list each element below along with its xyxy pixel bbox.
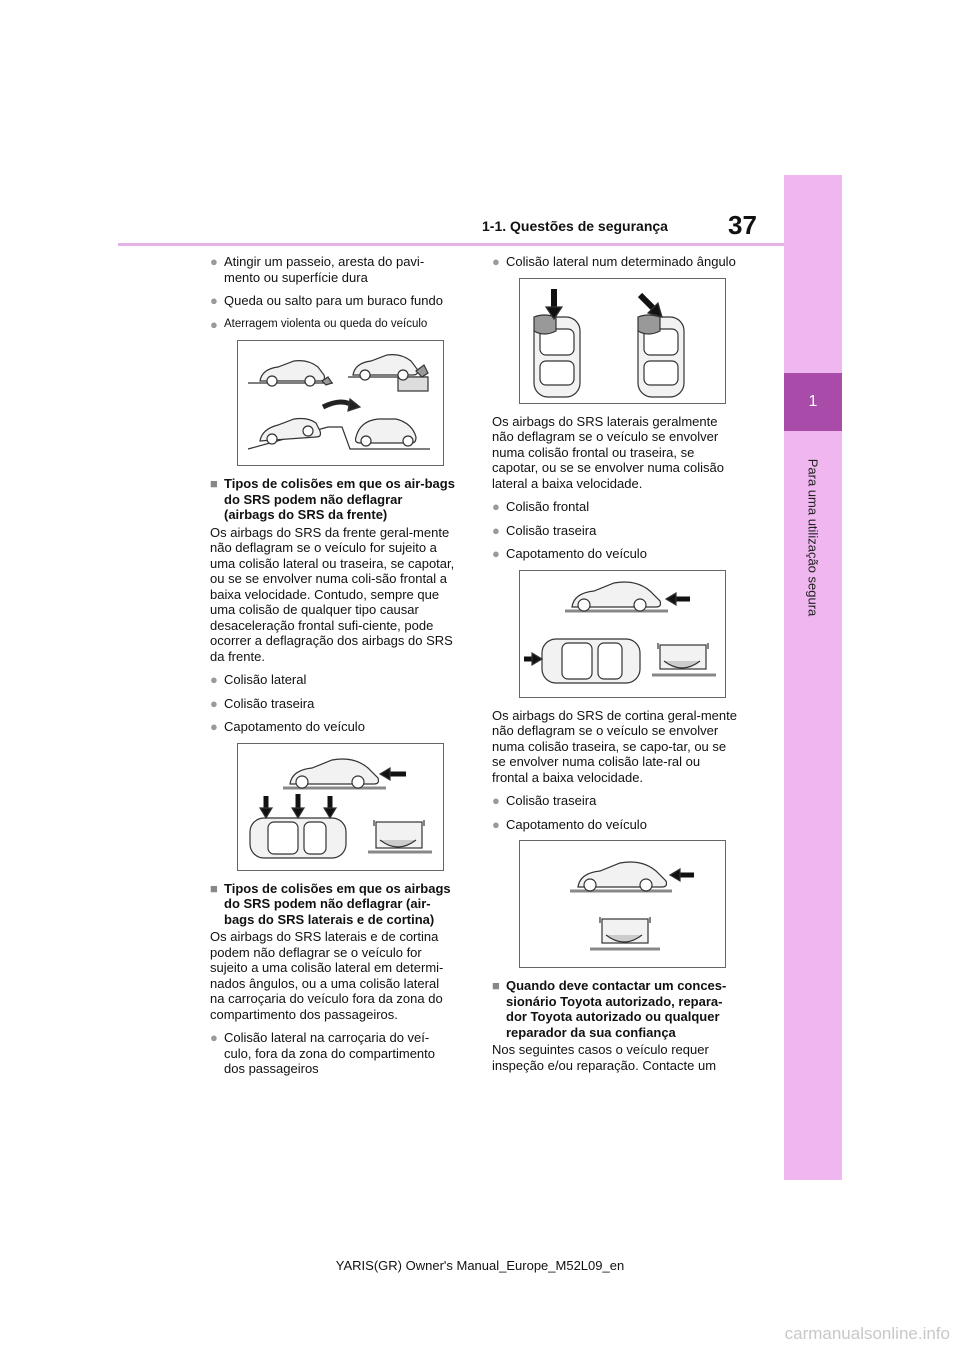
list-item: ● Capotamento do veículo	[492, 546, 737, 562]
paragraph: Os airbags do SRS da frente geral-mente não deflagram se o veículo for sujeito a uma colisão lateral ou traseira, se capotar, ou se se envolver numa coli-são frontal a baixa velocidade. Contudo, sempre que uma colisão de qualquer tipo causar desaceleração frontal sufi-ciente, pode ocorrer a deflagração dos airbags do SRS da frente.	[210, 524, 455, 664]
paragraph: Nos seguintes casos o veículo requer inspeção e/ou reparação. Contacte um	[492, 1042, 717, 1073]
list-item: ● Atingir um passeio, aresta do pavi-mento ou superfície dura	[210, 254, 455, 285]
chapter-label: Para uma utilização segura	[805, 458, 821, 617]
section-heading: ■ Tipos de colisões em que os airbags do SRS podem não deflagrar (air-bags do SRS laterais e de cortina)	[210, 881, 455, 928]
figure-collision-types	[237, 743, 444, 871]
list-item: ● Colisão frontal	[492, 499, 737, 515]
list-item: ● Aterragem violenta ou queda do veículo	[210, 317, 455, 333]
figure-side-airbag-cases	[519, 570, 726, 698]
figure-impact-illustration	[237, 340, 444, 466]
watermark: carmanualsonline.info	[784, 1324, 950, 1343]
list-item: ● Colisão traseira	[492, 523, 737, 539]
square-bullet-icon	[492, 978, 506, 1040]
bullet-icon	[210, 672, 224, 688]
header-rule	[118, 243, 784, 246]
paragraph: Os airbags do SRS laterais e de cortina podem não deflagrar se o veículo for sujeito a uma colisão lateral em determi-nados ângulos, ou a uma colisão lateral na carroçaria do veículo fora da zona do compartimento dos passageiros.	[210, 929, 444, 1022]
bullet-icon	[492, 254, 506, 270]
bullet-icon	[210, 293, 224, 309]
bullet-icon	[492, 546, 506, 562]
right-column	[492, 254, 737, 1081]
list-item: ● Capotamento do veículo	[210, 719, 455, 735]
bullet-icon	[210, 1030, 224, 1077]
section-heading: ■ Tipos de colisões em que os air-bags do SRS podem não deflagrar (airbags do SRS da frente)	[210, 476, 455, 523]
bullet-icon	[210, 254, 224, 285]
bullet-icon	[492, 523, 506, 539]
bullet-icon	[492, 499, 506, 515]
bullet-icon	[210, 696, 224, 712]
bullet-icon	[492, 817, 506, 833]
square-bullet-icon	[210, 476, 224, 523]
side-tab	[784, 175, 842, 1180]
list-item: ● Colisão traseira	[210, 696, 455, 712]
list-item: ● Queda ou salto para um buraco fundo	[210, 293, 455, 309]
list-item: ● Colisão lateral num determinado ângulo	[492, 254, 737, 270]
square-bullet-icon	[210, 881, 224, 928]
bullet-icon	[210, 317, 224, 333]
section-title: 1-1. Questões de segurança	[482, 218, 668, 234]
list-item: ● Capotamento do veículo	[492, 817, 737, 833]
paragraph: Os airbags do SRS de cortina geral-mente não deflagram se o veículo se envolver numa colisão traseira, se capo-tar, ou se se envolver numa colisão late-ral ou frontal a baixa velocidade.	[492, 707, 737, 785]
footer-manual-id: YARIS(GR) Owner's Manual_Europe_M52L09_en	[335, 1258, 625, 1273]
list-item: ● Colisão lateral na carroçaria do veí-culo, fora da zona do compartimento dos passageiros	[210, 1030, 455, 1077]
figure-curtain-airbag-cases	[519, 840, 726, 968]
section-heading: ■ Quando deve contactar um conces-sionário Toyota autorizado, repara-dor Toyota autorizado ou qualquer reparador da sua confiança	[492, 978, 737, 1040]
left-column	[210, 254, 455, 1085]
paragraph: Os airbags do SRS laterais geralmente não deflagram se o veículo se envolver numa colisão frontal ou traseira, se capotar, ou se se envolver numa colisão lateral a baixa velocidade.	[492, 413, 724, 491]
bullet-icon	[492, 793, 506, 809]
chapter-tab[interactable]: 1	[784, 373, 842, 431]
bullet-icon	[210, 719, 224, 735]
list-item: ● Colisão traseira	[492, 793, 737, 809]
list-item: ● Colisão lateral	[210, 672, 455, 688]
figure-angle-collision	[519, 278, 726, 404]
page-number: 37	[728, 210, 757, 240]
